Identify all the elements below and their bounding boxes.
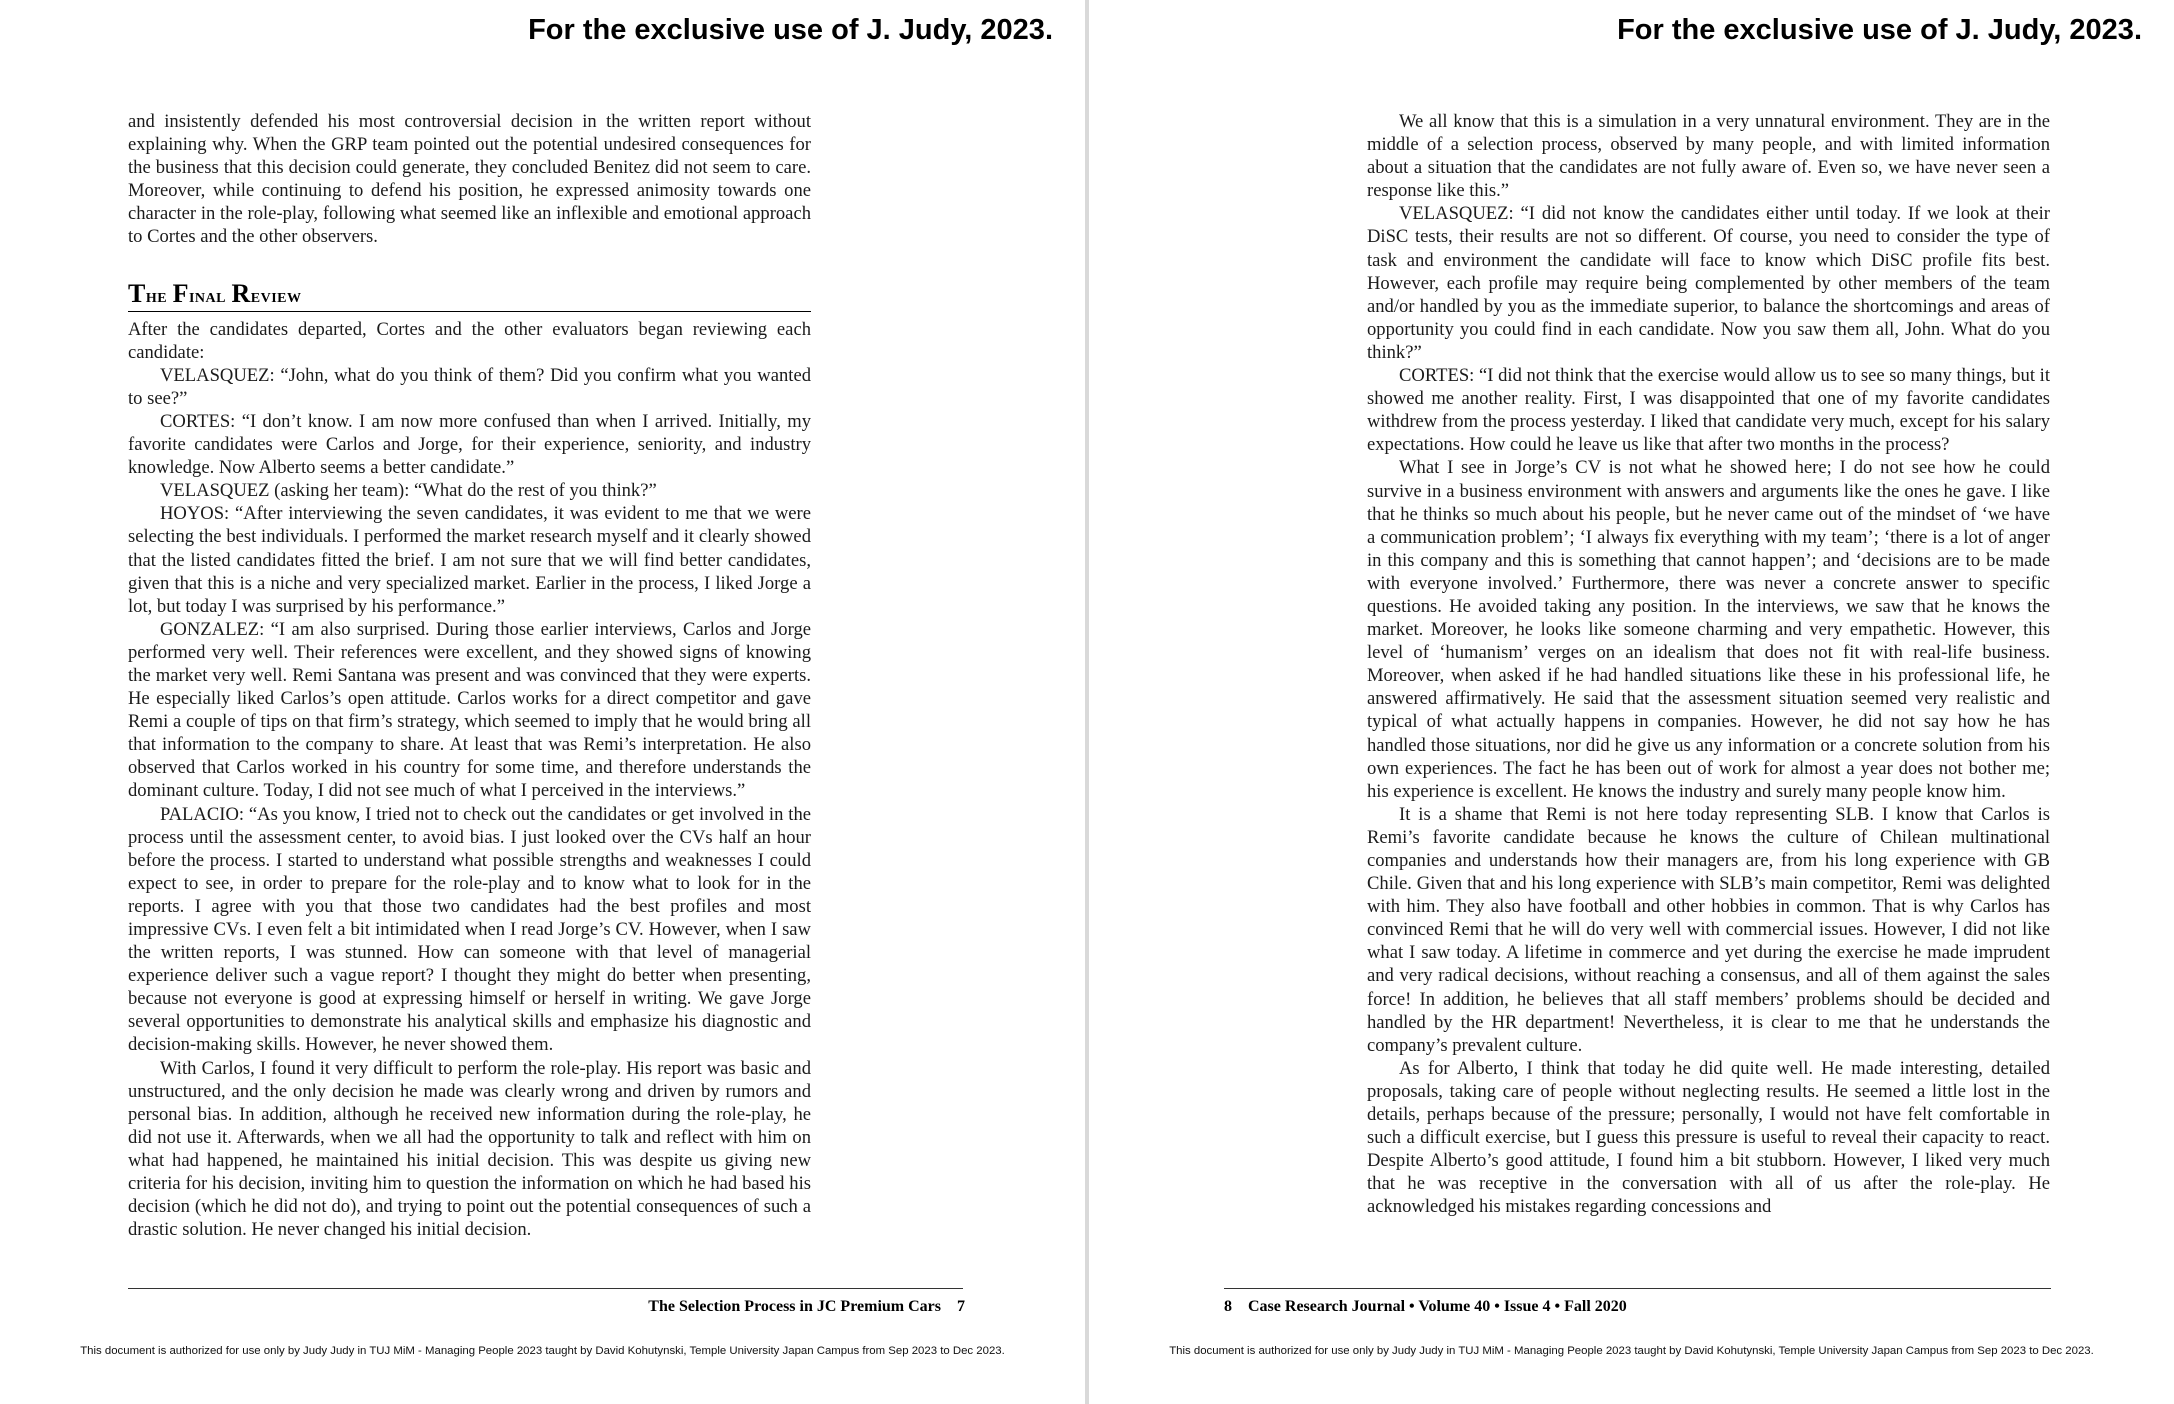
paragraph: HOYOS: “After interviewing the seven candidates, it was evident to me that we were selecting the best individuals. I performed the market research myself and it clearly showed that the listed candidates fitted the brief. I am not sure that we will find better candidates, given that this is a niche and very specialized market. Earlier in the process, I liked Jorge a lot, but today I was surprised by his performance.” (128, 503, 811, 617)
volume: Volume 40 (1418, 1298, 1491, 1315)
right-body-text (1367, 110, 2050, 1219)
paragraph: We all know that this is a simulation in a very unnatural environment. They are in the middle of a selection process, observed by many people, and with limited information about a situation that the candidates are not fully aware of. Even so, we have never seen a response like this.” (1367, 111, 2050, 202)
paragraph: CORTES: “I did not think that the exercise would allow us to see so many things, but it showed me another reality. First, I was disappointed that one of my favorite candidates withdrew from the process yesterday. I liked that candidate very much, except for his salary expectations. How could he leave us like that after two months in the process? (1367, 365, 2050, 456)
footer-title: The Selection Process in JC Premium Cars (648, 1298, 941, 1315)
exclusive-use-watermark: For the exclusive use of J. Judy, 2023. (1617, 14, 2142, 46)
exclusive-use-watermark: For the exclusive use of J. Judy, 2023. (528, 14, 1053, 46)
paragraph: VELASQUEZ (asking her team): “What do the rest of you think?” (160, 480, 657, 502)
bullet-separator: • (1554, 1298, 1561, 1315)
paragraph: CORTES: “I don’t know. I am now more confused than when I arrived. Initially, my favorite candidates were Carlos and Jorge, for their experience, seniority, and industry knowledge. Now Alberto seems a better candidate.” (128, 410, 811, 479)
right-footer (1224, 1298, 1627, 1316)
paragraph: VELASQUEZ: “John, what do you think of them? Did you confirm what you wanted to see?” (128, 364, 811, 409)
footer-rule (128, 1288, 963, 1289)
paragraph: After the candidates departed, Cortes and the other evaluators began reviewing each candidate: (128, 318, 811, 363)
bullet-separator: • (1409, 1298, 1415, 1315)
paragraph: PALACIO: “As you know, I tried not to check out the candidates or get involved in the process until the assessment center, to avoid bias. I just looked over the CVs half an hour before the process. I started to understand what possible strengths and weaknesses I could expect to see, in order to prepare for the role-play and to know what to look for in the reports. I agree with you that those two candidates had the best profiles and most impressive CVs. I even felt a bit intimidated when I read Jorge’s CV. However, when I saw the written reports, I was stunned. How can someone with that level of managerial experience deliver such a vague report? I thought they might do better when presenting, because not everyone is good at expressing himself or herself in writing. We gave Jorge several opportunities to demonstrate his analytical skills and emphasize his diagnostic and decision-making skills. However, he never showed them. (128, 803, 811, 1056)
paragraph: VELASQUEZ: “I did not know the candidates either until today. If we look at their DiSC tests, their results are not so different. Of course, you need to consider the type of task and environment the candidate will face to know which DiSC profile fits best. However, each profile may require being complemented by other members of the team and/or handled by you as the immediate superior, to balance the shortcomings and areas of opportunity you could find in each candidate. Now you saw them all, John. What do you think?” (1367, 203, 2050, 363)
page-number: 8 (1224, 1298, 1232, 1315)
bullet-separator: • (1494, 1298, 1500, 1315)
page-number: 7 (957, 1298, 965, 1315)
issue: Issue 4 (1503, 1298, 1551, 1315)
footer-rule (1224, 1288, 2051, 1289)
left-page (0, 0, 1085, 1404)
right-page (1089, 0, 2174, 1404)
left-footer (648, 1298, 965, 1316)
authorization-notice: This document is authorized for use only by Judy Judy in TUJ MiM - Managing People 2023 taught by David Kohutynski, Temple University Japan Campus from Sep 2023 to Dec 2023. (80, 1345, 1005, 1357)
paragraph: With Carlos, I found it very difficult to perform the role-play. His report was basic and unstructured, and the only decision he made was clearly wrong and driven by rumors and personal bias. In addition, although he received new information during the role-play, he did not use it. Afterwards, when we all had the opportunity to talk and reflect with him on what had happened, he maintained his initial decision. This was despite us giving new criteria for his decision, inviting him to question the information on which he had based his decision (which he did not do), and trying to point out the potential consequences of such a drastic solution. He never changed his initial decision. (128, 1057, 811, 1241)
season: Fall 2020 (1564, 1298, 1627, 1315)
paragraph: GONZALEZ: “I am also surprised. During those earlier interviews, Carlos and Jorge performed very well. Their references were excellent, and they showed signs of knowing the market very well. Remi Santana was present and was convinced that they were experts. He especially liked Carlos’s open attitude. Carlos works for a direct competitor and gave Remi a couple of tips on that firm’s strategy, which seemed to imply that he would bring all that information to the company to share. At least that was Remi’s interpretation. He also observed that Carlos worked in his country for some time, and therefore understands the dominant culture. Today, I did not see much of what I perceived in the interviews.” (128, 618, 811, 802)
journal-name: Case Research Journal (1248, 1298, 1406, 1315)
paragraph: It is a shame that Remi is not here today representing SLB. I know that Carlos is Remi’s favorite candidate because he knows the culture of Chilean multinational companies and understands how their managers are, from his long experience with GB Chile. Given that and his long experience with SLB’s main competitor, Remi was delighted with him. They also have football and other hobbies in common. That is why Carlos has convinced Remi that he will do very well with commercial issues. However, I did not like what I saw today. A lifetime in commerce and yet during the exercise he made imprudent and very radical decisions, without reaching a consensus, and all of them against the sales force! In addition, he believes that all staff members’ problems should be decided and handled by the HR department! Nevertheless, it is clear to me that he understands the company’s prevalent culture. (1367, 803, 2050, 1056)
left-body-text (128, 110, 811, 1241)
paragraph: What I see in Jorge’s CV is not what he showed here; I do not see how he could survive in a business environment with answers and arguments like the ones he gave. I like that he thinks so much about his people, but he never came out of the mindset of ‘we have a communication problem’; ‘I always fix everything with my team’; ‘there is a lot of anger in this company and this is something that cannot happen’; and ‘decisions are to be made with everyone involved.’ Furthermore, there was never a concrete answer to specific questions. He avoided taking any position. In the interviews, we saw that he knows the market. Moreover, he looks like someone charming and very empathetic. However, this level of ‘humanism’ verges on an idealism that does not fit with real-life business. Moreover, when asked if he had handled situations like these in his professional life, he answered affirmatively. He said that the assessment situation seemed very realistic and typical of what actually happens in companies. However, he did not say how he has handled those situations, nor did he give us any information or a concrete solution from his own experiences. The fact he has been out of work for almost a year does not bother me; his experience is excellent. He knows the industry and surely many people know him. (1367, 457, 2050, 802)
paragraph: and insistently defended his most controversial decision in the written report without explaining why. When the GRP team pointed out the potential undesired consequences for the business that this decision could generate, they concluded Benitez did not seem to care. Moreover, while continuing to defend his position, he expressed animosity towards one character in the role-play, following what seemed like an inflexible and emotional approach to Cortes and the other observers. (128, 111, 811, 248)
authorization-notice: This document is authorized for use only by Judy Judy in TUJ MiM - Managing People 2023 taught by David Kohutynski, Temple University Japan Campus from Sep 2023 to Dec 2023. (1169, 1345, 2094, 1357)
paragraph: As for Alberto, I think that today he did quite well. He made interesting, detailed proposals, taking care of people without neglecting results. He seemed a little lost in the details, perhaps because of the pressure; personally, I would not have felt comfortable in such a difficult exercise, but I guess this pressure is useful to reveal their capacity to react. Despite Alberto’s good attitude, I found him a bit stubborn. However, I liked very much that he was receptive in the conversation with all of us after the role-play. He acknowledged his mistakes regarding concessions and (1367, 1057, 2050, 1218)
section-title: The Final Review (128, 280, 811, 312)
